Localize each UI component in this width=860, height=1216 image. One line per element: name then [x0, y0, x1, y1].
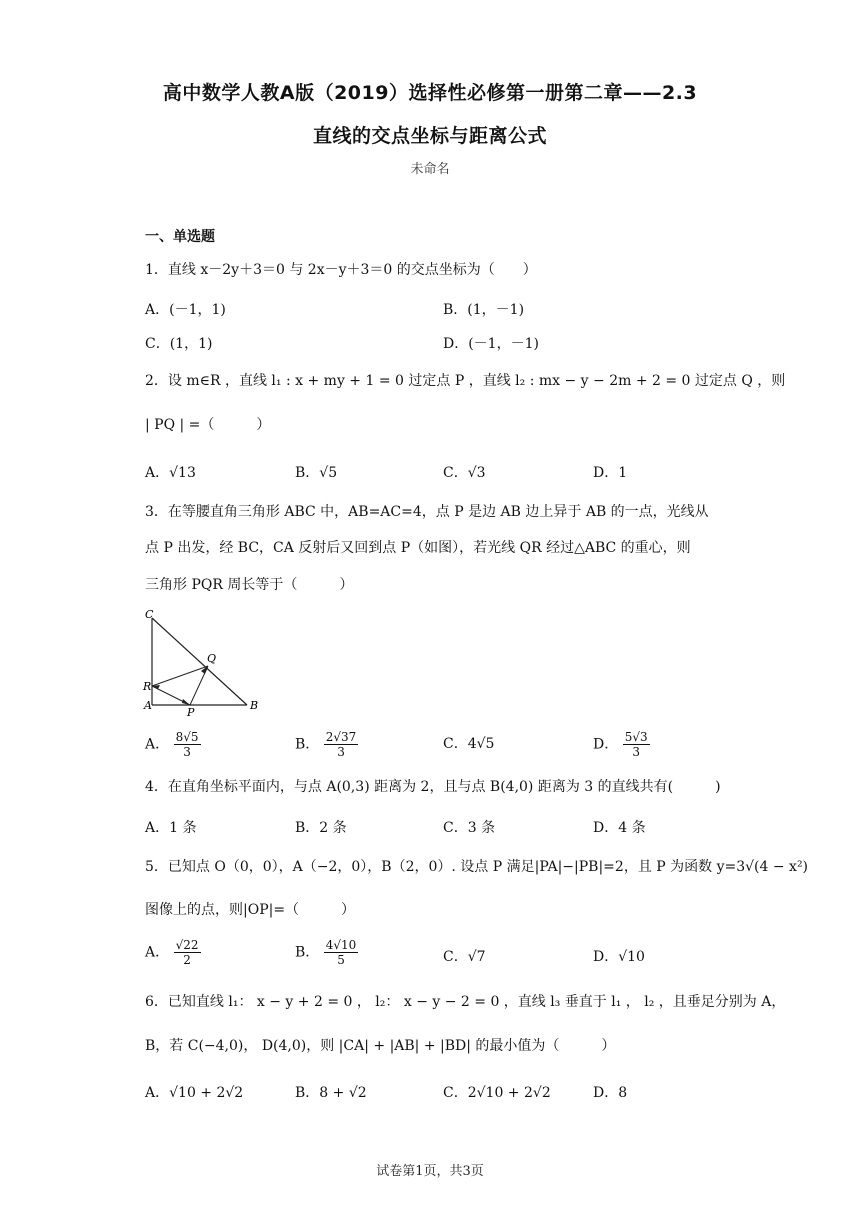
section-heading: 一、单选题 [145, 229, 215, 245]
question-3-stem-line-2: 点 P 出发，经 BC，CA 反射后又回到点 P（如图），若光线 QR 经过△ABC 的重心，则 [145, 540, 691, 556]
question-2-option-b: B．√5 [295, 465, 338, 481]
question-5-stem-line-2: 图像上的点，则|OP|=（ ） [145, 902, 356, 918]
figure-label-b: B [250, 699, 259, 712]
figure-label-r: R [143, 680, 152, 693]
question-1-option-b: B．(1，－1) [443, 302, 525, 318]
question-2-option-c: C．√3 [443, 465, 486, 481]
question-5-stem-line-1: 5．已知点 O（0，0），A（−2，0），B（2，0）. 设点 P 满足|PA|−|PB|=2，且 P 为函数 y=3√(4 − x²) [145, 859, 809, 875]
question-3-stem-line-1: 3．在等腰直角三角形 ABC 中，AB=AC=4，点 P 是边 AB 边上异于 AB 的一点，光线从 [145, 504, 709, 520]
question-2-option-a: A．√13 [145, 465, 196, 481]
figure-label-q: Q [207, 652, 217, 665]
question-5-option-a: A． $\frac{√22}{2}$ [145, 938, 199, 967]
question-4-option-c: C．3 条 [443, 820, 496, 836]
question-6-option-b: B．8 + √2 [295, 1085, 367, 1101]
question-5-option-d: D．√10 [593, 949, 645, 965]
question-1-option-d: D．(－1，－1) [443, 336, 539, 352]
document-title-line-2: 直线的交点坐标与距离公式 [312, 125, 547, 147]
document-title-line-1: 高中数学人教A版（2019）选择性必修第一册第二章——2.3 [162, 82, 698, 104]
question-3-option-a: A． $\frac{8√5}{3}$ [145, 730, 199, 759]
figure-label-p: P [187, 706, 195, 718]
question-4-option-a: A．1 条 [145, 820, 197, 836]
question-4-stem: 4．在直角坐标平面内，与点 A(0,3) 距离为 2，且与点 B(4,0) 距离为 3 的直线共有( ) [145, 779, 721, 795]
question-1-option-c: C．(1，1) [145, 336, 213, 352]
page-footer: 试卷第1页，共3页 [376, 1164, 484, 1179]
triangle-figure [140, 606, 270, 718]
question-4-option-b: B．2 条 [295, 820, 347, 836]
question-6-option-d: D．8 [593, 1085, 628, 1101]
question-5-option-c: C．√7 [443, 949, 486, 965]
question-5-option-b: B． $\frac{4√10}{5}$ [295, 938, 357, 967]
figure-label-a: A [144, 699, 152, 712]
question-3-option-c: C．4√5 [443, 736, 495, 752]
question-3-option-b: B． $\frac{2√37}{3}$ [295, 730, 357, 759]
question-6-stem-line-2: B，若 C(−4,0)， D(4,0)，则 |CA| + |AB| + |BD| 的最小值为（ ） [145, 1038, 616, 1054]
question-2-stem-line-2: | PQ | =（ ） [145, 417, 271, 433]
question-3-stem-line-3: 三角形 PQR 周长等于（ ） [145, 577, 354, 593]
question-1-stem: 1．直线 x－2y＋3＝0 与 2x－y＋3＝0 的交点坐标为（ ） [145, 262, 537, 278]
question-1-option-a: A．(－1，1) [145, 302, 226, 318]
question-3-option-d: D． $\frac{5√3}{3}$ [593, 730, 648, 759]
question-6-option-a: A．√10 + 2√2 [145, 1085, 244, 1101]
document-subtitle: 未命名 [410, 162, 450, 177]
question-2-option-d: D．1 [593, 465, 628, 481]
question-2-stem-line-1: 2．设 m∈R ，直线 l₁ : x + my + 1 = 0 过定点 P ，直线 l₂ : mx − y − 2m + 2 = 0 过定点 Q ，则 [145, 373, 786, 389]
figure-label-c: C [145, 608, 154, 621]
question-6-option-c: C．2√10 + 2√2 [443, 1085, 551, 1101]
question-6-stem-line-1: 6．已知直线 l₁： x − y + 2 = 0 ， l₂： x − y − 2 = 0 ，直线 l₃ 垂直于 l₁ ， l₂ ，且垂足分别为 A， [145, 994, 786, 1010]
question-4-option-d: D．4 条 [593, 820, 646, 836]
